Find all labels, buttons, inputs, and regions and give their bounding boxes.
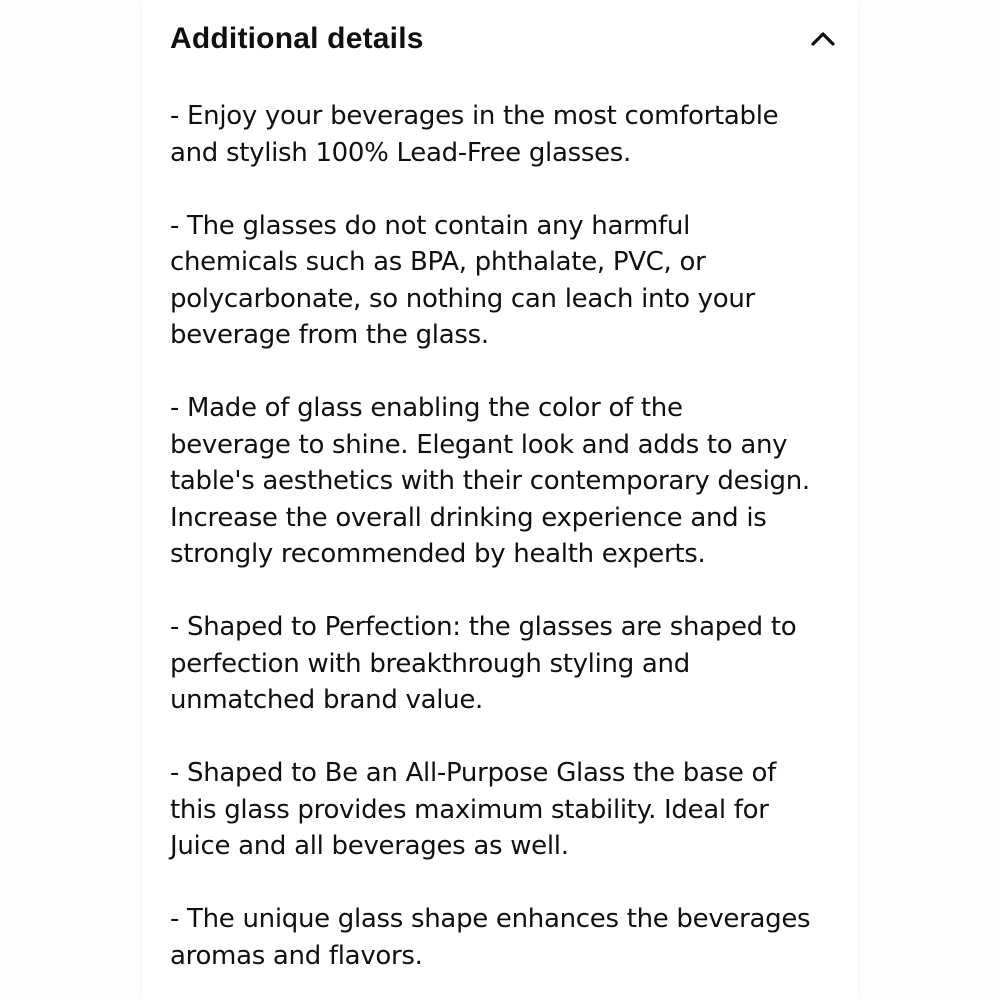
detail-line: beverage to shine. Elegant look and adds to any [170, 429, 788, 460]
section-header[interactable] [170, 0, 838, 78]
additional-details-panel [142, 0, 858, 1000]
detail-line: - The glasses do not contain any harmful [170, 210, 691, 241]
chevron-up-icon[interactable] [808, 24, 838, 54]
detail-line: - Made of glass enabling the color of the [170, 393, 683, 423]
detail-line: - Shaped to Perfection: the glasses are shaped to [170, 612, 797, 642]
detail-line: Juice and all beverages as well. [170, 831, 569, 861]
detail-line: beverage from the glass. [170, 320, 489, 350]
detail-line: Increase the overall drinking experience and is [170, 502, 767, 533]
detail-line: - The unique glass shape enhances the beverages [170, 904, 811, 934]
detail-line: and stylish 100% Lead-Free glasses. [170, 137, 631, 168]
detail-paragraph [170, 208, 850, 354]
detail-line: - Shaped to Be an All-Purpose Glass the base of [170, 758, 776, 788]
detail-line: - Enjoy your beverages in the most comfortable [170, 101, 779, 131]
detail-line: strongly recommended by health experts. [170, 539, 706, 569]
detail-line: polycarbonate, so nothing can leach into your [170, 283, 755, 314]
detail-paragraph [170, 609, 850, 719]
details-content [170, 98, 850, 1000]
detail-line: chemicals such as BPA, phthalate, PVC, or [170, 247, 706, 277]
detail-line: table's aesthetics with their contemporary design. [170, 466, 810, 496]
detail-paragraph [170, 390, 850, 573]
section-title: Additional details [170, 22, 424, 55]
detail-line: aromas and flavors. [170, 940, 423, 971]
detail-paragraph [170, 901, 850, 974]
detail-paragraph [170, 755, 850, 865]
detail-line: perfection with breakthrough styling and [170, 648, 690, 679]
detail-line: this glass provides maximum stability. Ideal for [170, 794, 769, 825]
detail-paragraph [170, 98, 850, 171]
detail-line: unmatched brand value. [170, 685, 484, 715]
